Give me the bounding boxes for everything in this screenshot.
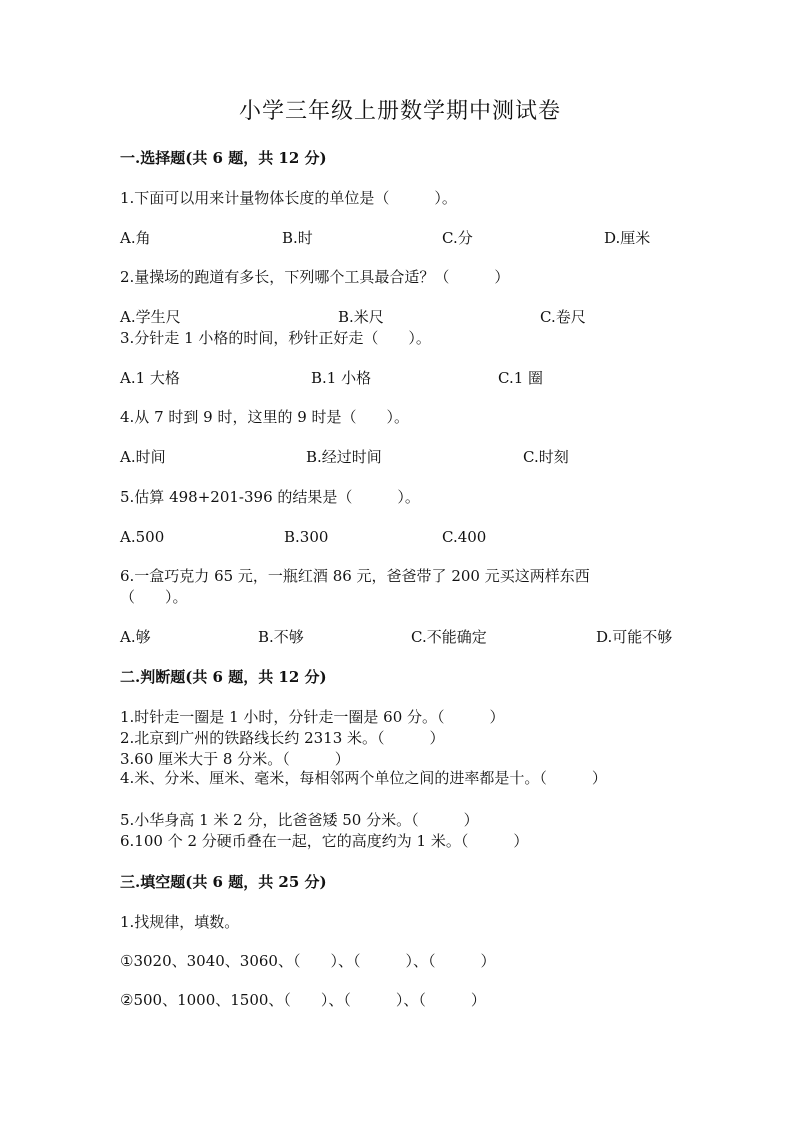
exam-title: 小学三年级上册数学期中测试卷: [238, 99, 561, 124]
choice-q6-option-c: C.不能确定: [411, 628, 487, 646]
choice-q3-option-b: B.1 小格: [311, 369, 372, 387]
choice-q6-option-b: B.不够: [258, 628, 304, 646]
section-heading-choice: 一.选择题(共 6 题，共 12 分): [120, 149, 327, 167]
choice-q1-option-b: B.时: [282, 229, 313, 247]
section-heading-judge: 二.判断题(共 6 题，共 12 分): [120, 668, 327, 686]
choice-q6-stem-line1: 6.一盒巧克力 65 元，一瓶红酒 86 元，爸爸带了 200 元买这两样东西: [120, 567, 590, 585]
choice-q1-stem: 1.下面可以用来计量物体长度的单位是（ ）。: [120, 189, 457, 207]
choice-q5-option-a: A.500: [120, 528, 165, 546]
fill-q1-row-1: ①3020、3040、3060、（ ）、（ ）、（ ）: [120, 952, 496, 970]
choice-q3-option-a: A.1 大格: [120, 369, 180, 387]
judge-item-6: 6.100 个 2 分硬币叠在一起，它的高度约为 1 米。（ ）: [120, 832, 529, 850]
judge-item-4: 4.米、分米、厘米、毫米，每相邻两个单位之间的进率都是十。（ ）: [120, 769, 607, 787]
choice-q4-option-a: A.时间: [120, 448, 166, 466]
choice-q3-stem: 3.分针走 1 小格的时间，秒针正好走（ ）。: [120, 329, 431, 347]
choice-q6-option-a: A.够: [120, 628, 151, 646]
judge-item-5: 5.小华身高 1 米 2 分，比爸爸矮 50 分米。（ ）: [120, 811, 479, 829]
fill-q1-stem: 1.找规律，填数。: [120, 913, 240, 931]
choice-q5-stem: 5.估算 498+201-396 的结果是（ ）。: [120, 488, 420, 506]
section-heading-fill: 三.填空题(共 6 题，共 25 分): [120, 873, 327, 891]
choice-q1-option-a: A.角: [120, 229, 151, 247]
choice-q1-option-d: D.厘米: [604, 229, 651, 247]
choice-q1-option-c: C.分: [442, 229, 473, 247]
judge-item-2: 2.北京到广州的铁路线长约 2313 米。（ ）: [120, 729, 445, 747]
choice-q6-stem-line2: （ ）。: [120, 588, 188, 606]
fill-q1-row-2: ②500、1000、1500、（ ）、（ ）、（ ）: [120, 991, 486, 1009]
choice-q4-option-c: C.时刻: [523, 448, 569, 466]
judge-item-3: 3.60 厘米大于 8 分米。（ ）: [120, 750, 350, 768]
choice-q5-option-c: C.400: [442, 528, 487, 546]
choice-q3-option-c: C.1 圈: [498, 369, 544, 387]
choice-q4-stem: 4.从 7 时到 9 时，这里的 9 时是（ ）。: [120, 408, 410, 426]
choice-q5-option-b: B.300: [284, 528, 329, 546]
choice-q2-option-b: B.米尺: [338, 308, 384, 326]
judge-item-1: 1.时针走一圈是 1 小时，分针走一圈是 60 分。（ ）: [120, 708, 505, 726]
choice-q2-option-a: A.学生尺: [120, 308, 181, 326]
choice-q6-option-d: D.可能不够: [596, 628, 673, 646]
choice-q4-option-b: B.经过时间: [306, 448, 382, 466]
choice-q2-option-c: C.卷尺: [540, 308, 586, 326]
choice-q2-stem: 2.量操场的跑道有多长，下列哪个工具最合适？（ ）: [120, 268, 510, 286]
